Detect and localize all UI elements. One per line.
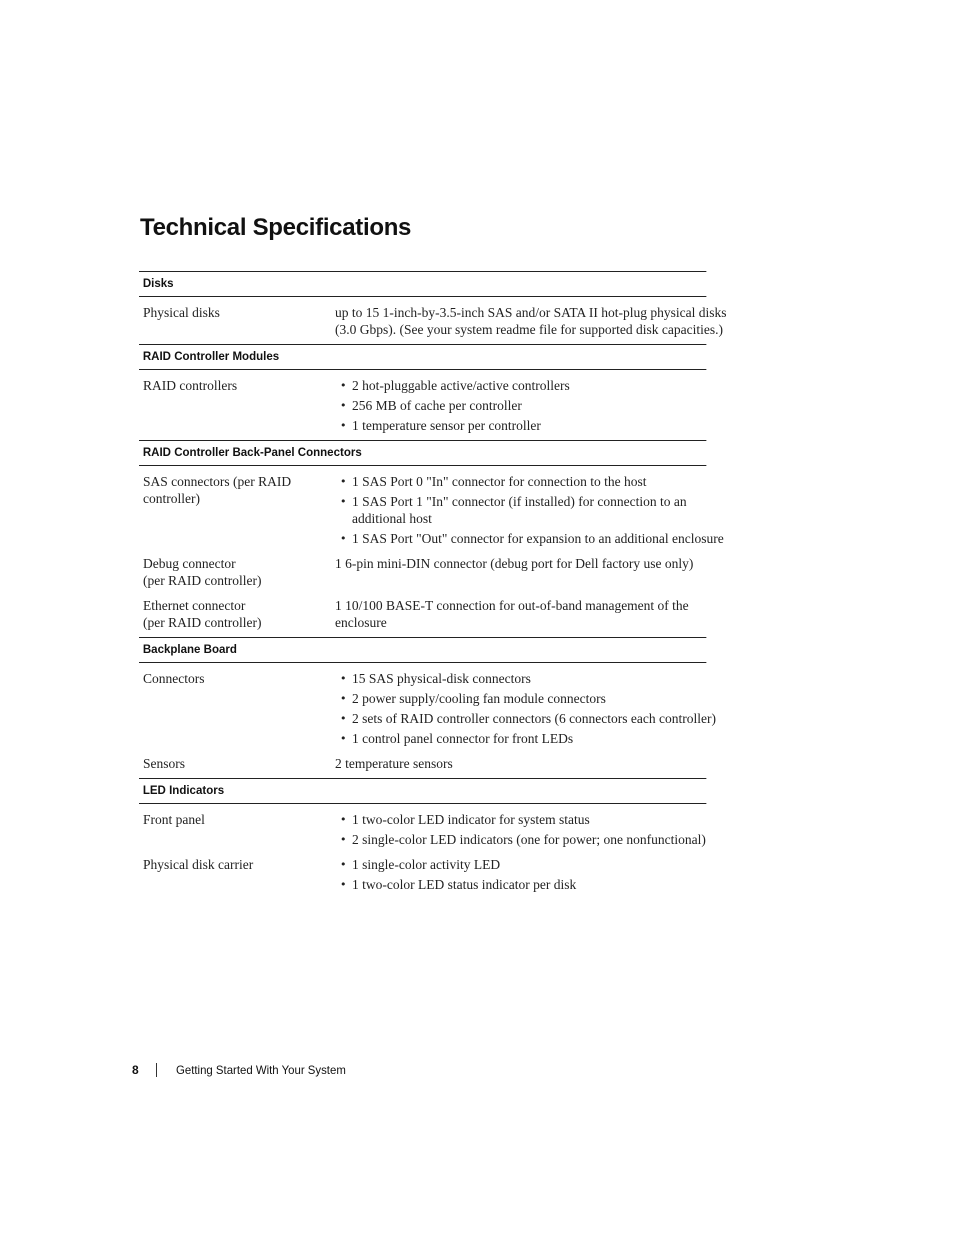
bullet-item: • 1 two-color LED indicator for system status (335, 811, 730, 828)
spec-row (139, 466, 730, 553)
section-raid-controller-modules (139, 344, 730, 440)
spec-row (139, 854, 730, 899)
section-disks (139, 271, 730, 344)
spec-row (139, 595, 730, 637)
row-label: Front panel (143, 812, 205, 827)
bullet-item: • 1 control panel connector for front LEDs (335, 730, 730, 747)
row-value (335, 473, 730, 547)
bullet-item: • 2 power supply/cooling fan module connectors (335, 690, 730, 707)
bullet-list (335, 670, 730, 747)
section-raid-back-panel-connectors (139, 440, 730, 637)
row-value: 2 temperature sensors (335, 756, 453, 771)
bullet-item: • 1 SAS Port 0 "In" connector for connection to the host (335, 473, 730, 490)
spec-row (139, 804, 730, 854)
row-value: up to 15 1-inch-by-3.5-inch SAS and/or SATA II hot-plug physical disks (3.0 Gbps). (See your system readme file for supported disk capacities.) (335, 305, 727, 337)
row-label-line: Ethernet connector (143, 598, 246, 613)
row-value (335, 670, 730, 747)
row-value (335, 811, 730, 848)
bullet-item: • 1 two-color LED status indicator per disk (335, 876, 730, 893)
bullet-item: • 1 SAS Port "Out" connector for expansion to an additional enclosure (335, 530, 730, 547)
spec-row (139, 663, 730, 753)
row-value: 1 10/100 BASE-T connection for out-of-band management of the enclosure (335, 598, 689, 630)
bullet-item: • 15 SAS physical-disk connectors (335, 670, 730, 687)
footer-text: Getting Started With Your System (176, 1063, 346, 1077)
section-header: LED Indicators (139, 778, 706, 804)
row-label: Sensors (143, 756, 186, 771)
row-label-line: Debug connector (143, 556, 236, 571)
section-backplane-board (139, 637, 730, 778)
row-label: Physical disk carrier (143, 857, 254, 872)
footer-divider (156, 1063, 157, 1077)
bullet-item: • 256 MB of cache per controller (335, 397, 730, 414)
section-header: RAID Controller Back-Panel Connectors (139, 440, 706, 466)
section-header: RAID Controller Modules (139, 344, 706, 370)
bullet-list (335, 377, 730, 434)
row-label (139, 597, 335, 631)
row-label: SAS connectors (per RAID controller) (143, 474, 292, 506)
section-led-indicators (139, 778, 730, 899)
bullet-item: • 2 sets of RAID controller connectors (6 connectors each controller) (335, 710, 730, 727)
section-header: Backplane Board (139, 637, 706, 663)
bullet-list (335, 473, 730, 547)
spec-row (139, 297, 730, 344)
page-number: 8 (132, 1063, 139, 1077)
row-value (335, 856, 730, 893)
bullet-item: • 1 temperature sensor per controller (335, 417, 730, 434)
bullet-list (335, 811, 730, 848)
spec-table (139, 271, 730, 899)
row-label: Connectors (143, 671, 205, 686)
bullet-item: • 1 SAS Port 1 "In" connector (if installed) for connection to an additional host (335, 493, 730, 527)
row-label: Physical disks (143, 305, 220, 320)
section-header: Disks (139, 271, 706, 297)
bullet-item: • 1 single-color activity LED (335, 856, 730, 873)
row-label: RAID controllers (143, 378, 238, 393)
spec-row (139, 753, 730, 778)
row-label-line: (per RAID controller) (143, 615, 262, 630)
spec-row (139, 370, 730, 440)
page-footer (132, 1062, 355, 1078)
bullet-item: • 2 hot-pluggable active/active controllers (335, 377, 730, 394)
bullet-item: • 2 single-color LED indicators (one for power; one nonfunctional) (335, 831, 730, 848)
row-label-line: (per RAID controller) (143, 573, 262, 588)
bullet-list (335, 856, 730, 893)
page-title: Technical Specifications (140, 214, 412, 241)
row-value (335, 377, 730, 434)
row-label (139, 555, 335, 589)
spec-row (139, 553, 730, 595)
row-value: 1 6-pin mini-DIN connector (debug port for Dell factory use only) (335, 556, 694, 571)
